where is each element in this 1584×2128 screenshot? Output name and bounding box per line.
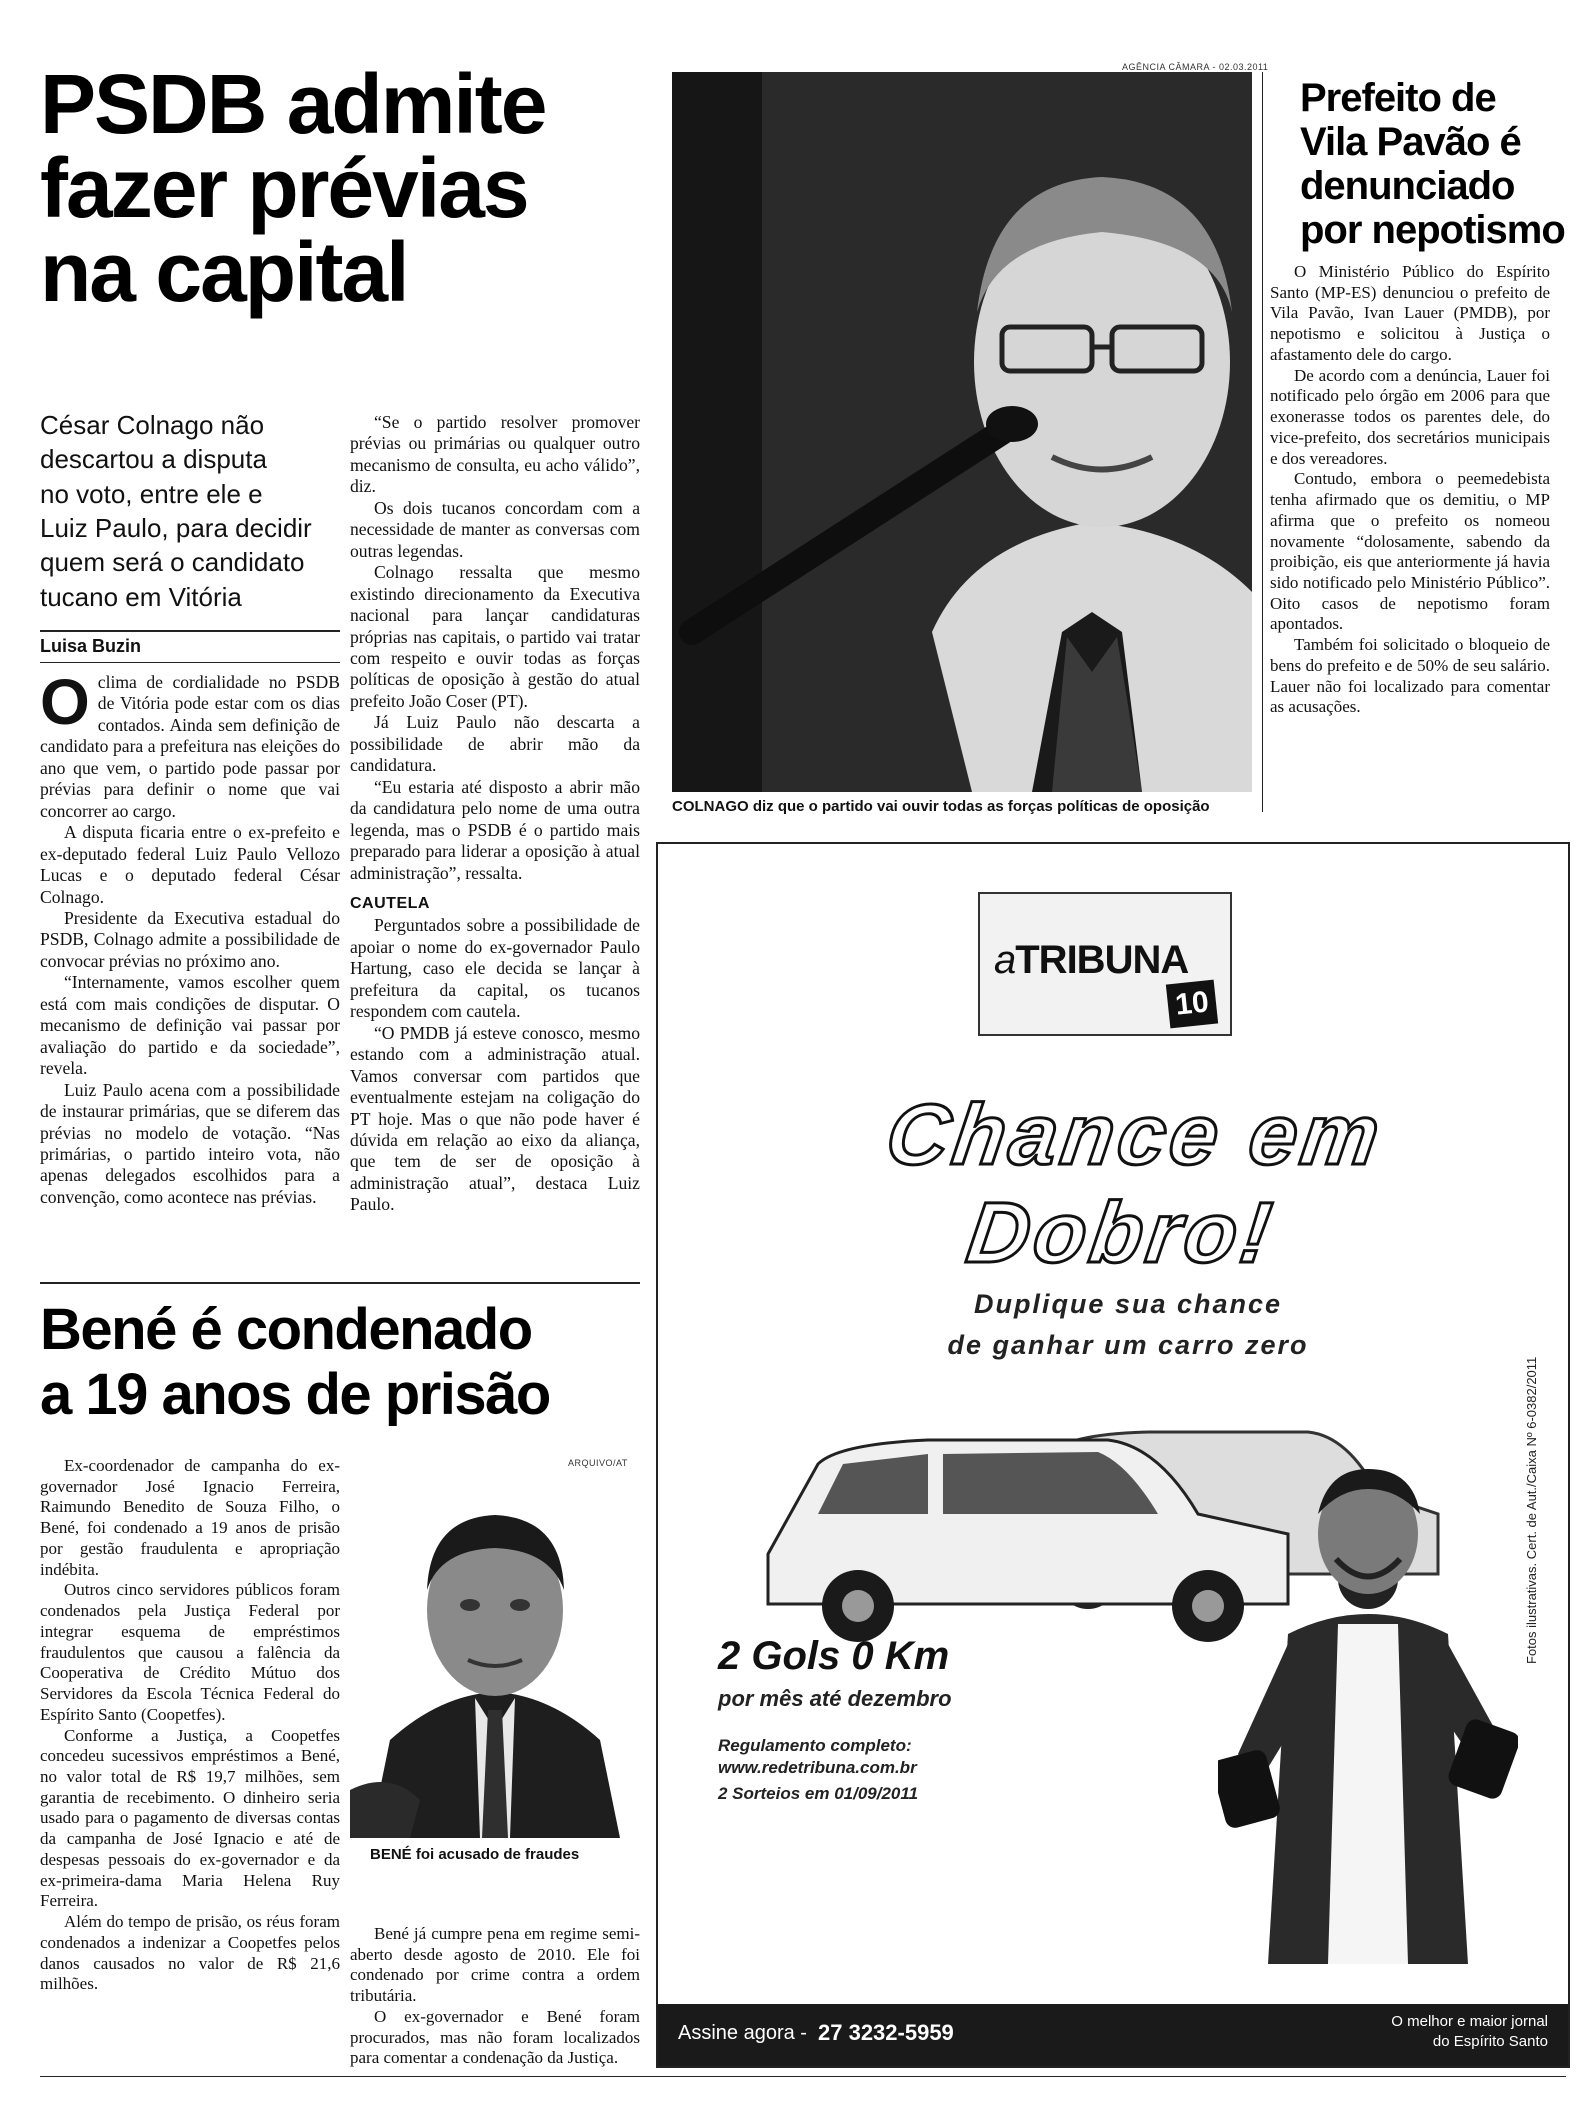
advertisement	[656, 842, 1570, 2068]
paragraph: “Se o partido resolver promover prévias ou primárias ou qualquer outro mecanismo de consulta, eu acho válido”, diz.	[350, 412, 640, 497]
speaker-at-microphone-image	[672, 72, 1252, 792]
ad-logo-badge: 10	[1166, 980, 1218, 1029]
article3-headline-line: a 19 anos de prisão	[40, 1361, 550, 1427]
article2-headline-line: Vila Pavão é	[1300, 120, 1521, 164]
article1-deck	[40, 408, 360, 614]
ad-man-image	[1218, 1454, 1518, 1964]
article2-headline-line: denunciado	[1300, 164, 1515, 208]
article2-headline	[1300, 76, 1570, 252]
article3-column-1	[40, 1456, 340, 1995]
article1-headline-line: na capital	[40, 225, 408, 319]
ad-logo-text: TRIBUNA	[1015, 938, 1189, 982]
deck-line: Luiz Paulo, para decidir	[40, 512, 312, 543]
ad-subtitle-line: Duplique sua chance	[973, 1289, 1283, 1319]
paragraph: Além do tempo de prisão, os réus foram condenados a indenizar a Coopetfes pelos danos causados no valor de R$ 21,6 milhões.	[40, 1912, 340, 1994]
ad-tagline-line: do Espírito Santo	[1432, 2032, 1548, 2050]
ad-tagline-line: O melhor e maior jornal	[1391, 2013, 1548, 2030]
paragraph: A disputa ficaria entre o ex-prefeito e ex-deputado federal Luiz Paulo Vellozo Lucas e o deputado federal César Colnago.	[40, 822, 340, 907]
article1-photo-credit: AGÊNCIA CÂMARA - 02.03.2011	[1122, 62, 1269, 72]
article1-photo	[672, 72, 1252, 792]
article2-body	[1270, 262, 1550, 718]
article1-headline	[40, 57, 660, 319]
article1-dropcap: O	[40, 666, 90, 738]
article3-column-2	[350, 1924, 640, 2069]
man-holding-keys-icon	[1218, 1454, 1518, 1964]
article1-headline-line: PSDB admite	[40, 57, 546, 151]
article1-subhead: CAUTELA	[350, 894, 430, 912]
paragraph: Os dois tucanos concordam com a necessidade de manter as conversas com outras legendas.	[350, 497, 640, 561]
ad-bottom-bar	[658, 2004, 1568, 2066]
ad-logo-prefix: a	[994, 938, 1016, 982]
paragraph: Contudo, embora o peemedebista tenha afirmado que os demitiu, o MP afirma que o prefeito os nomeou novamente “dolosamente, sabendo da proibição, eis que anteriormente já havia sido notificado pelo Ministério Público”. Oito casos de nepotismo foram apontados.	[1270, 469, 1550, 634]
ad-promo-sub: por mês até dezembro	[718, 1686, 952, 1711]
article1-column-2	[350, 412, 640, 1216]
article3-photo-credit: ARQUIVO/AT	[568, 1458, 628, 1468]
ad-subtitle-line: de ganhar um carro zero	[947, 1329, 1309, 1360]
paragraph: Bené já cumpre pena em regime semi-aberto desde agosto de 2010. Ele foi condenado por crime contra a ordem tributária.	[350, 1924, 640, 2006]
paragraph: Ex-coordenador de campanha do ex-governador José Ignacio Ferreira, Raimundo Benedito de Souza Filho, o Bené, foi condenado a 19 anos de prisão por gestão fraudulenta e apropriação indébita.	[40, 1456, 340, 1579]
paragraph: O ex-governador e Bené foram procurados, mas não foram localizados para comentar a condenação da Justiça.	[350, 2006, 640, 2068]
article1-photo-caption: COLNAGO diz que o partido vai ouvir todas as forças políticas de oposição	[672, 798, 1210, 815]
paragraph: Outros cinco servidores públicos foram condenados pela Justiça Federal por integrar esquema de empréstimos fraudulentos que causou a falência da Cooperativa de Crédito Mútuo dos Servidores da Escola Técnica Federal do Espírito Santo (Coopetfes).	[40, 1580, 340, 1724]
ad-tagline	[1348, 2012, 1548, 2051]
paragraph: O Ministério Público do Espírito Santo (MP-ES) denunciou o prefeito de Vila Pavão, Ivan Lauer (PMDB), por nepotismo e solicitou à Justiça o afastamento dele do cargo.	[1270, 262, 1550, 364]
article1-column-1	[40, 666, 340, 1208]
ad-subscribe-label: Assine agora -	[678, 2022, 807, 2044]
deck-line: César Colnago não	[40, 410, 265, 440]
ad-side-note: Fotos ilustrativas. Cert. de Aut./Caixa Nº 6-0382/2011	[1524, 1356, 1539, 1664]
ad-logo	[994, 938, 1188, 983]
deck-line: quem será o candidato	[40, 547, 305, 578]
ad-regulation-label: Regulamento completo:	[718, 1736, 912, 1755]
ad-draw-date: 2 Sorteios em 01/09/2011	[718, 1784, 919, 1803]
article2-headline-line: por nepotismo	[1300, 208, 1565, 252]
paragraph: Colnago ressalta que mesmo existindo direcionamento da Executiva nacional para lançar candidaturas próprias nas capitais, o partido vai tratar com respeito e ouvir todas as forças políticas de oposição à gestão do atual prefeito João Coser (PT).	[350, 562, 640, 711]
bene-portrait-image	[350, 1470, 640, 1838]
paragraph: Também foi solicitado o bloqueio de bens do prefeito e de 50% de seu salário. Lauer não foi localizado para comentar as acusações.	[1270, 635, 1550, 717]
article2-headline-line: Prefeito de	[1300, 76, 1496, 120]
article3-headline-line: Bené é condenado	[40, 1297, 532, 1362]
ad-subscribe-phone[interactable]: 27 3232-5959	[818, 2020, 954, 2045]
article3-photo	[350, 1470, 640, 1838]
paragraph: Luiz Paulo acena com a possibilidade de instaurar primárias, que se diferem das prévias no modelo de votação. “Nas primárias, o partido inteiro vota, não apenas delegados escolhidos para a convenção, como acontece nas prévias.	[40, 1079, 340, 1207]
paragraph: De acordo com a denúncia, Lauer foi notificado pelo órgão em 2006 para que exonerasse todos os parentes dele, do vice-prefeito, dos secretários municipais e dos vereadores.	[1270, 365, 1550, 468]
ad-slogan-line: Chance em	[880, 1087, 1390, 1183]
article1-headline-line: fazer prévias	[40, 141, 528, 235]
deck-line: descartou a disputa	[40, 444, 267, 475]
paragraph: “O PMDB já esteve conosco, mesmo estando com a administração atual. Vamos conversar com partidos que eventualmente estejam na coligação do PT hoje. Mas o que não pode haver é dúvida em relação ao eixo da aliança, que tem de ser de oposição à administração atual”, destaca Luiz Paulo.	[350, 1022, 640, 1215]
paragraph: “Internamente, vamos escolher quem está com mais condições de disputar. O mecanismo de definição vai passar por avaliação do partido e da sociedade”, revela.	[40, 972, 340, 1079]
article3-headline	[40, 1298, 660, 1428]
article3-photo-caption: BENÉ foi acusado de fraudes	[370, 1846, 580, 1863]
ad-logo-box	[978, 892, 1232, 1036]
paragraph: “Eu estaria até disposto a abrir mão da candidatura pelo nome de uma outra legenda, mas o PSDB é o partido mais preparado para liderar a oposição à atual administração”, ressalta.	[350, 776, 640, 883]
ad-regulation-url[interactable]: www.redetribuna.com.br	[718, 1758, 917, 1777]
paragraph: clima de cordialidade no PSDB de Vitória pode estar com os dias contados. Ainda sem definição de candidato para a prefeitura nas eleições do ano que vem, o partido pode passar por prévias para definir o nome que vai concorrer ao cargo.	[40, 672, 340, 821]
deck-line: no voto, entre ele e	[40, 478, 263, 509]
paragraph: Perguntados sobre a possibilidade de apoiar o nome do ex-governador Paulo Hartung, caso ele decida se lançar à prefeitura da capital, os tucanos respondem com cautela.	[350, 915, 640, 1022]
ad-promo: 2 Gols 0 Km	[718, 1634, 950, 1678]
paragraph: Conforme a Justiça, a Coopetfes concedeu sucessivos empréstimos a Bené, no valor total de R$ 19,7 milhões, sem garantia de recebimento. O dinheiro seria usado para o pagamento de diversas contas da campanha de José Ignacio e até de despesas pessoais do ex-governador e da ex-primeira-dama Maria Helena Ruy Ferreira.	[40, 1725, 340, 1911]
deck-line: tucano em Vitória	[40, 581, 242, 612]
ad-subtitle	[808, 1284, 1448, 1365]
article1-byline: Luisa Buzin	[40, 636, 142, 656]
paragraph: Presidente da Executiva estadual do PSDB, Colnago admite a possibilidade de convocar prévias no próximo ano.	[40, 907, 340, 971]
ad-slogan	[795, 1087, 1461, 1281]
paragraph: Já Luiz Paulo não descarta a possibilidade de abrir mão da candidatura.	[350, 712, 640, 776]
ad-slogan-line: Dobro!	[961, 1185, 1281, 1281]
